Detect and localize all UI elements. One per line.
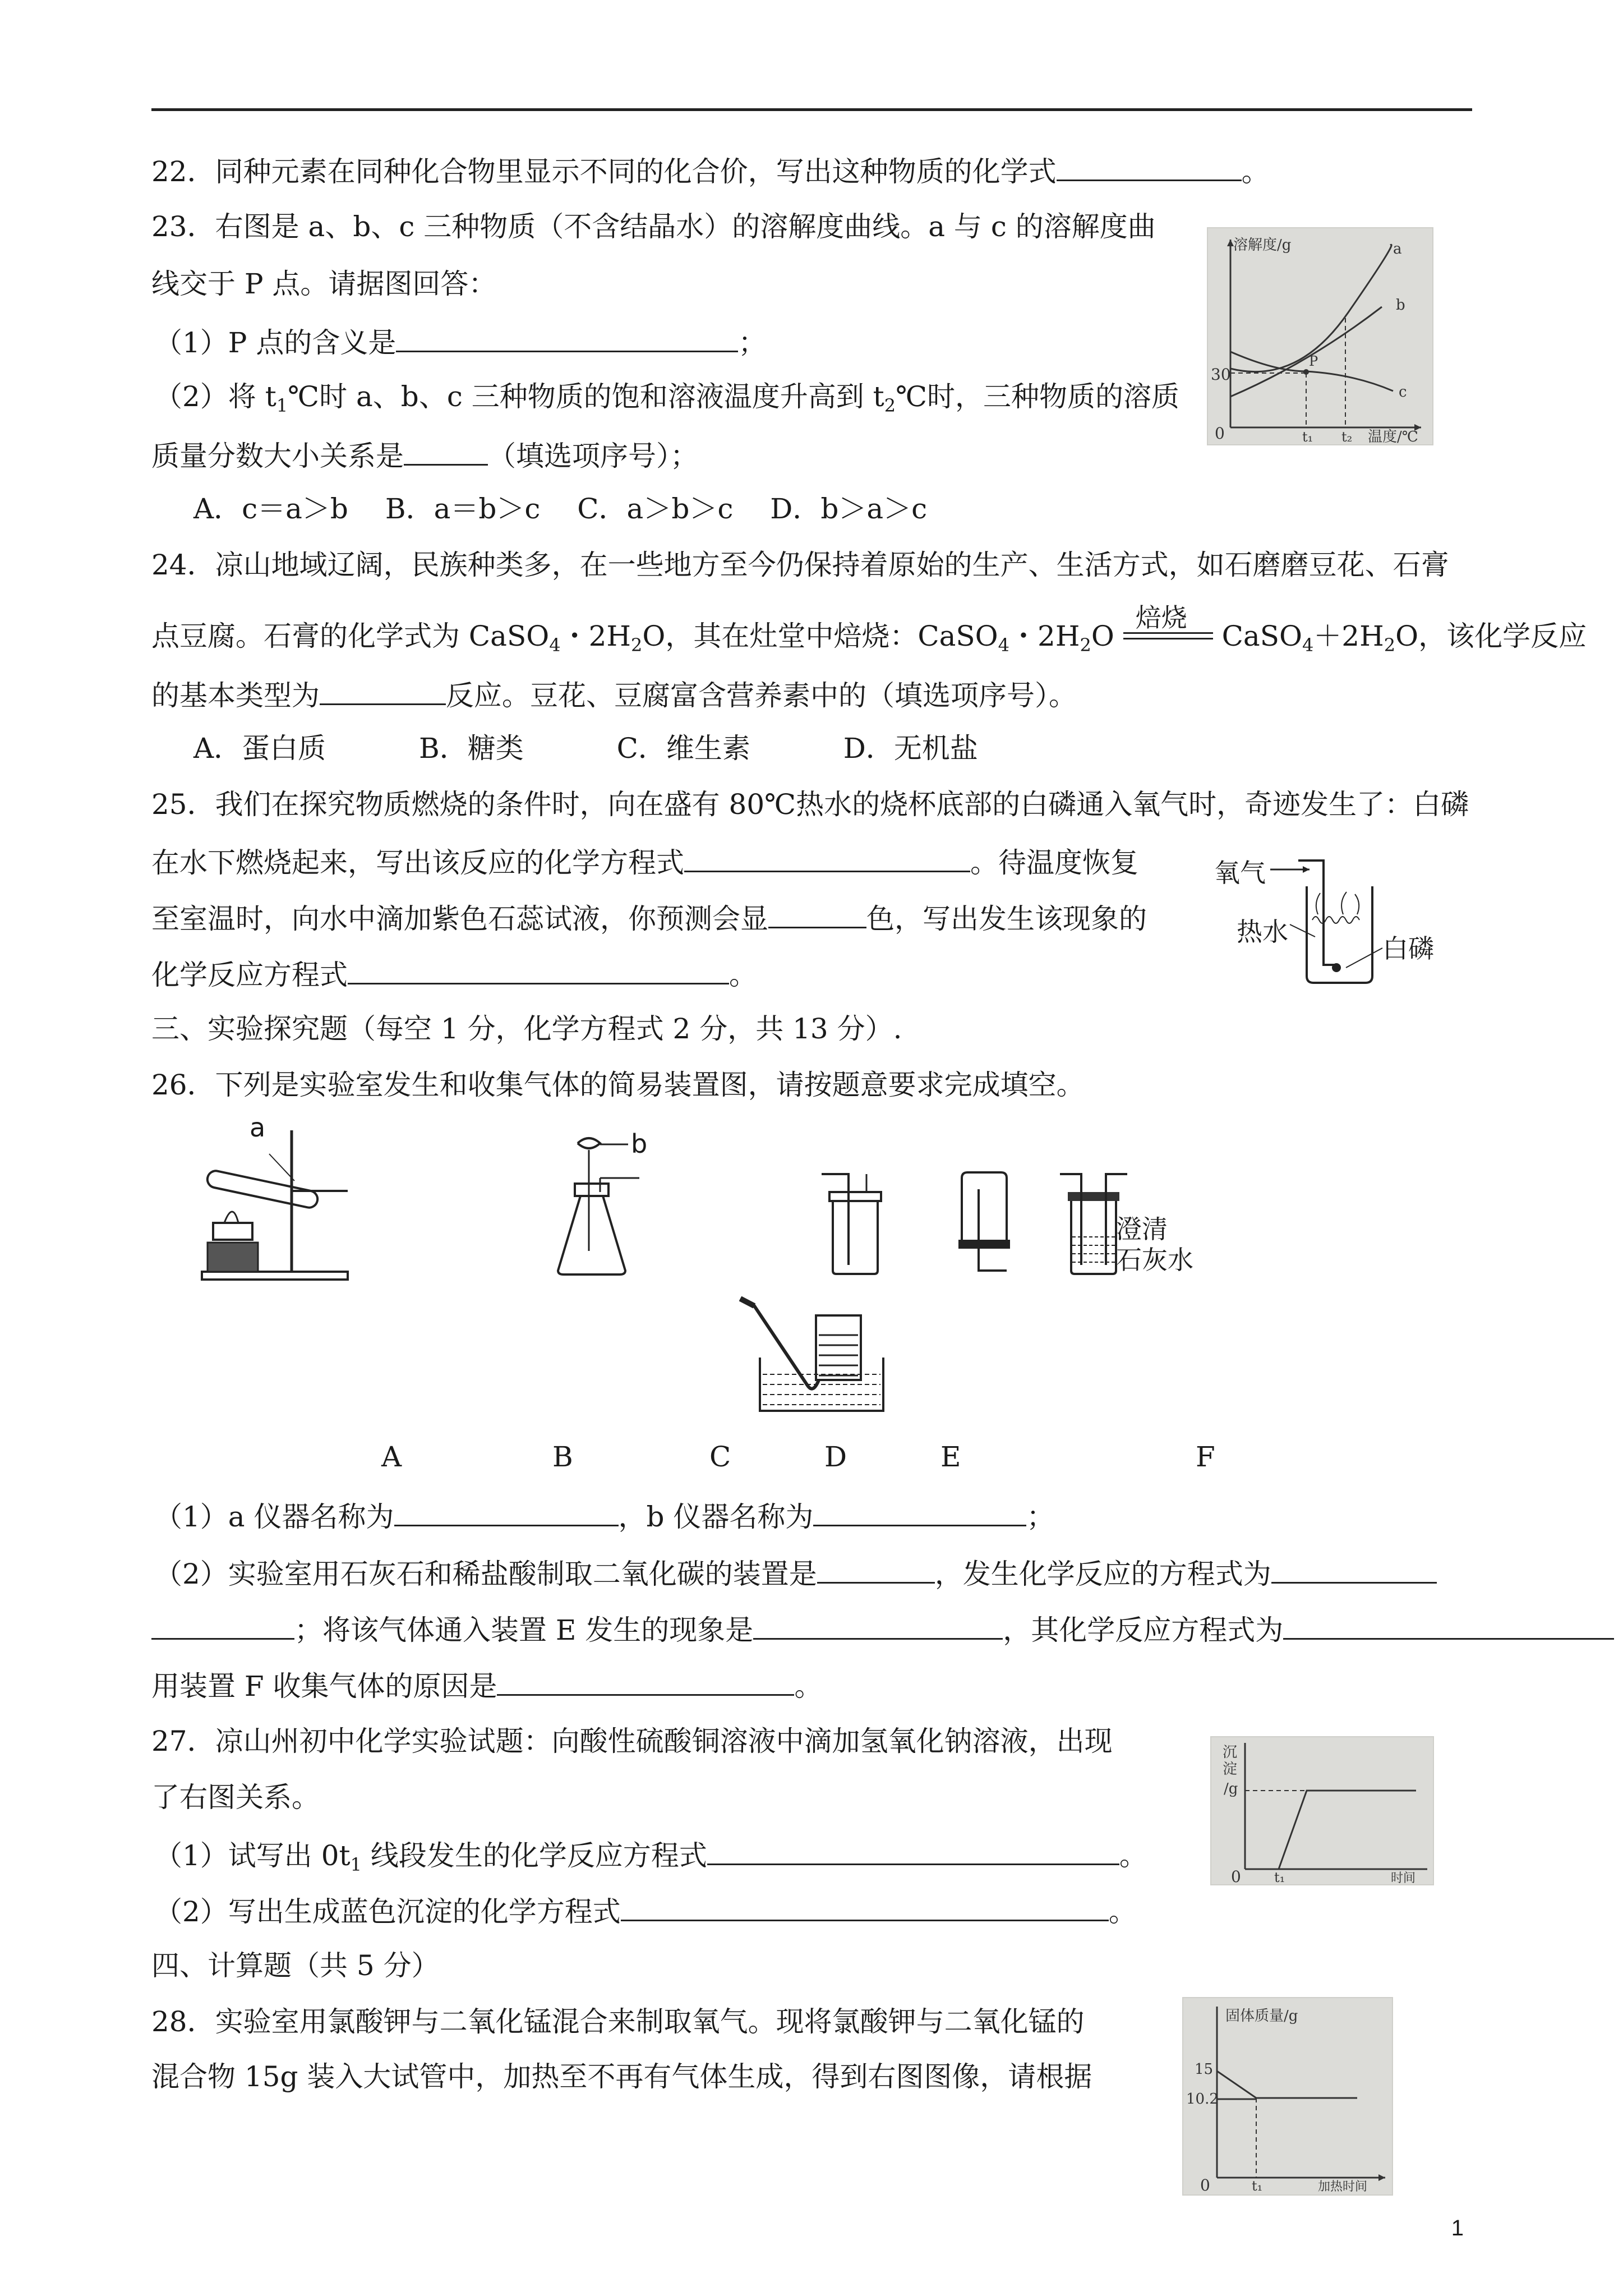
svg-text:t₁: t₁: [1274, 1870, 1285, 1884]
svg-text:t₁: t₁: [1252, 2178, 1263, 2194]
question-24-line1: 24．凉山地域辽阔，民族种类多，在一些地方至今仍保持着原始的生产、生活方式，如石磨磨豆花、石膏: [151, 549, 1449, 581]
section-4-heading: 四、计算题（共 5 分）: [151, 1949, 440, 1982]
label-a: a: [1393, 241, 1402, 257]
apparatus-c: [822, 1170, 889, 1276]
question-24-options: A．蛋白质 B．糖类 C．维生素 D．无机盐: [193, 732, 978, 765]
question-25-line2: 在水下燃烧起来，写出该反应的化学方程式 。待温度恢复: [151, 843, 1138, 881]
svg-text:10.2: 10.2: [1186, 2091, 1219, 2108]
q22-text: 22．同种元素在同种化合物里显示不同的化合价，写出这种物质的化学式: [151, 155, 1057, 188]
question-25-line1: 25．我们在探究物质燃烧的条件时，向在盛有 80℃热水的烧杯底部的白磷通入氧气时，奇迹发生了：白磷: [151, 788, 1469, 821]
curve-a: [1230, 245, 1391, 371]
label-b: b: [1396, 297, 1405, 314]
question-28-line1: 28．实验室用氯酸钾与二氧化锰混合来制取氧气。现将氯酸钾与二氧化锰的: [151, 2005, 1085, 2038]
section-3-heading: 三、实验探究题（每空 1 分，化学方程式 2 分，共 13 分）.: [151, 1013, 902, 1045]
apparatus-e: [1060, 1170, 1228, 1282]
answer-blank[interactable]: [404, 436, 488, 466]
question-23-part2-line2: 质量分数大小关系是 （填选项序号）；: [151, 436, 698, 474]
svg-text:0: 0: [1231, 1867, 1241, 1884]
label-hot-water: 热水: [1237, 917, 1288, 947]
apparatus-f: [737, 1296, 900, 1416]
answer-blank[interactable]: [813, 1497, 1026, 1526]
question-23-part1: （1）P 点的含义是 ；: [154, 323, 766, 361]
svg-text:淀: 淀: [1223, 1761, 1238, 1778]
question-26-part1: （1）a 仪器名称为 ，b 仪器名称为 ；: [154, 1497, 1054, 1535]
label-apparatus-f: F: [1196, 1441, 1215, 1473]
label-apparatus-c: C: [709, 1441, 731, 1473]
question-26-part2-line2: ；将该气体通入装置 E 发生的现象是 ，其化学反应方程式为: [151, 1610, 1614, 1648]
reaction-condition: 焙烧: [1135, 602, 1187, 633]
label-limewater-1: 澄清: [1116, 1214, 1168, 1244]
solubility-curve-figure: [1207, 227, 1433, 445]
header-rule: [151, 108, 1472, 111]
question-22: 22．同种元素在同种化合物里显示不同的化合价，写出这种物质的化学式 。: [151, 151, 1270, 190]
label-apparatus-d: D: [824, 1441, 847, 1473]
svg-text:加热时间: 加热时间: [1318, 2180, 1368, 2194]
svg-text:固体质量/g: 固体质量/g: [1225, 2008, 1298, 2024]
svg-text:沉: 沉: [1223, 1744, 1238, 1761]
question-27-line1: 27．凉山州初中化学实验试题：向酸性硫酸铜溶液中滴加氢氧化钠溶液，出现: [151, 1725, 1113, 1757]
question-23-line2: 线交于 P 点。请据图回答：: [151, 268, 497, 300]
question-26-part2-line3: 用装置 F 收集气体的原因是 。: [151, 1666, 822, 1704]
question-25-line3: 至室温时，向水中滴加紫色石蕊试液，你预测会显 色，写出发生该现象的: [151, 899, 1147, 937]
question-27-line2: 了右图关系。: [151, 1781, 320, 1814]
answer-blank[interactable]: [394, 1497, 619, 1526]
xlabel: 温度/℃: [1368, 429, 1418, 444]
question-27-part2: （2）写出生成蓝色沉淀的化学方程式 。: [154, 1892, 1137, 1930]
answer-blank[interactable]: [348, 955, 729, 984]
question-25-line4: 化学反应方程式 。: [151, 955, 757, 993]
answer-blank[interactable]: [1057, 151, 1242, 181]
page-number: 1: [1451, 2216, 1464, 2240]
answer-blank[interactable]: [396, 323, 738, 352]
point-p: P: [1309, 353, 1318, 369]
question-26-intro: 26．下列是实验室发生和收集气体的简易装置图，请按题意要求完成填空。: [151, 1069, 1085, 1101]
apparatus-a: [191, 1112, 353, 1282]
svg-text:0: 0: [1200, 2176, 1210, 2194]
question-27-part1: （1）试写出 $0t_1$ 线段发生的化学反应方程式 。: [154, 1835, 1147, 1883]
answer-blank[interactable]: [753, 1610, 1003, 1640]
answer-blank[interactable]: [1283, 1610, 1614, 1640]
label-b: b: [631, 1129, 648, 1159]
label-a: a: [250, 1112, 266, 1143]
label-white-phosphorus: 白磷: [1382, 933, 1434, 964]
tick-t1: t₁: [1302, 429, 1313, 444]
solid-mass-graph-figure: [1182, 1997, 1393, 2196]
reaction-arrow: [1123, 602, 1213, 652]
label-apparatus-e: E: [940, 1441, 961, 1473]
white-phosphorus-figure: [1214, 853, 1455, 987]
svg-text:/g: /g: [1224, 1780, 1238, 1797]
origin: 0: [1215, 424, 1225, 443]
answer-blank[interactable]: [151, 1610, 294, 1640]
answer-blank[interactable]: [684, 843, 970, 872]
label-apparatus-a: A: [381, 1441, 402, 1473]
tick-30: 30: [1211, 365, 1231, 384]
question-23-options: A．c＝a＞b B．a＝b＞c C．a＞b＞c D．b＞a＞c: [193, 493, 928, 525]
answer-blank[interactable]: [817, 1554, 935, 1584]
answer-blank[interactable]: [621, 1892, 1109, 1921]
answer-blank[interactable]: [707, 1835, 1119, 1865]
question-23-line1: 23．右图是 a、b、c 三种物质（不含结晶水）的溶解度曲线。a 与 c 的溶解度曲: [151, 210, 1156, 243]
apparatus-b: [555, 1128, 667, 1279]
svg-text:15: 15: [1195, 2061, 1214, 2078]
label-apparatus-b: B: [552, 1441, 573, 1473]
tick-t2: t₂: [1341, 429, 1353, 444]
question-24-line2: 点豆腐。石膏的化学式为 CaSO$_4$・$2H_2O$，其在灶堂中焙烧：CaSO$_4$・$2H_2O$ 焙烧 $CaSO_4+2H_2O$，该化学反应: [151, 618, 1587, 663]
question-28-line2: 混合物 15g 装入大试管中，加热至不再有气体生成，得到右图图像，请根据: [151, 2060, 1092, 2093]
answer-blank[interactable]: [320, 675, 446, 705]
svg-text:时间: 时间: [1391, 1871, 1416, 1884]
answer-blank[interactable]: [768, 899, 866, 928]
answer-blank[interactable]: [1271, 1554, 1437, 1584]
question-26-part2: （2）实验室用石灰石和稀盐酸制取二氧化碳的装置是 ，发生化学反应的方程式为: [154, 1554, 1437, 1592]
question-24-line3: 的基本类型为 反应。豆花、豆腐富含营养素中的（填选项序号）。: [151, 675, 1077, 714]
question-23-part2: （2）将 $t_1℃$时 a、b、c 三种物质的饱和溶液温度升高到 $t_2℃$时，三种物质的溶质: [154, 380, 1179, 416]
label-oxygen: 氧气: [1214, 858, 1266, 888]
ylabel: 溶解度/g: [1233, 237, 1292, 254]
apparatus-d: [951, 1167, 1018, 1279]
answer-blank[interactable]: [497, 1666, 794, 1696]
precipitate-graph-figure: [1210, 1736, 1434, 1885]
label-limewater-2: 石灰水: [1116, 1245, 1193, 1275]
label-c: c: [1399, 384, 1407, 401]
solubility-curve-svg: [1208, 228, 1432, 444]
